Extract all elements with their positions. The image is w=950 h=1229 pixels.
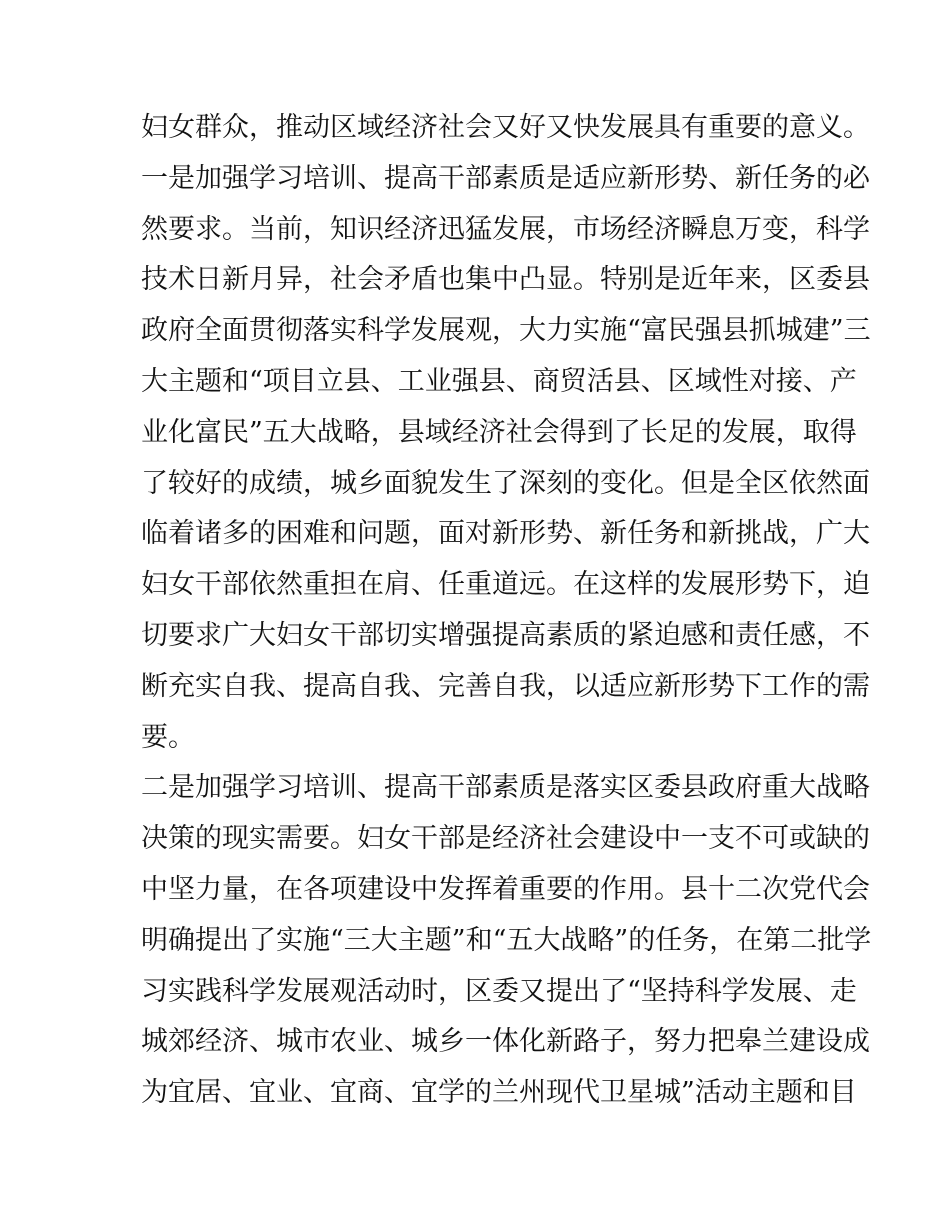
text-line: 要。 [141, 721, 195, 753]
text-line: 了较好的成绩，城乡面貌发生了深刻的变化。但是全区依然面 [141, 467, 870, 499]
text-line: 妇女干部依然重担在肩、任重道远。在这样的发展形势下，迫 [141, 569, 870, 601]
text-line: 中坚力量，在各项建设中发挥着重要的作用。县十二次党代会 [141, 873, 870, 905]
text-line: 断充实自我、提高自我、完善自我，以适应新形势下工作的需 [141, 670, 870, 702]
body-text [141, 103, 872, 1119]
text-line: 大主题和“项目立县、工业强县、商贸活县、区域性对接、产 [141, 365, 857, 397]
text-line: 明确提出了实施“三大主题”和“五大战略”的任务，在第二批学 [141, 924, 872, 956]
text-line: 习实践科学发展观活动时，区委又提出了“坚持科学发展、走 [141, 975, 857, 1007]
text-line: 为宜居、宜业、宜商、宜学的兰州现代卫星城”活动主题和目 [141, 1077, 857, 1109]
text-line: 然要求。当前，知识经济迅猛发展，市场经济瞬息万变，科学 [141, 213, 870, 245]
text-line: 业化富民”五大战略，县域经济社会得到了长足的发展，取得 [141, 416, 857, 448]
text-line: 切要求广大妇女干部切实增强提高素质的紧迫感和责任感，不 [141, 619, 870, 651]
text-line: 二是加强学习培训、提高干部素质是落实区委县政府重大战略 [141, 772, 870, 804]
text-line: 技术日新月异，社会矛盾也集中凸显。特别是近年来，区委县 [141, 264, 870, 296]
text-line: 城郊经济、城市农业、城乡一体化新路子，努力把皋兰建设成 [141, 1026, 870, 1058]
text-line: 妇女群众，推动区域经济社会又好又快发展具有重要的意义。 [141, 112, 870, 143]
text-line: 决策的现实需要。妇女干部是经济社会建设中一支不可或缺的 [141, 823, 870, 855]
text-line: 政府全面贯彻落实科学发展观，大力实施“富民强县抓城建”三 [141, 315, 871, 347]
text-line: 一是加强学习培训、提高干部素质是适应新形势、新任务的必 [141, 162, 870, 194]
text-line: 临着诸多的困难和问题，面对新形势、新任务和新挑战，广大 [141, 518, 870, 550]
